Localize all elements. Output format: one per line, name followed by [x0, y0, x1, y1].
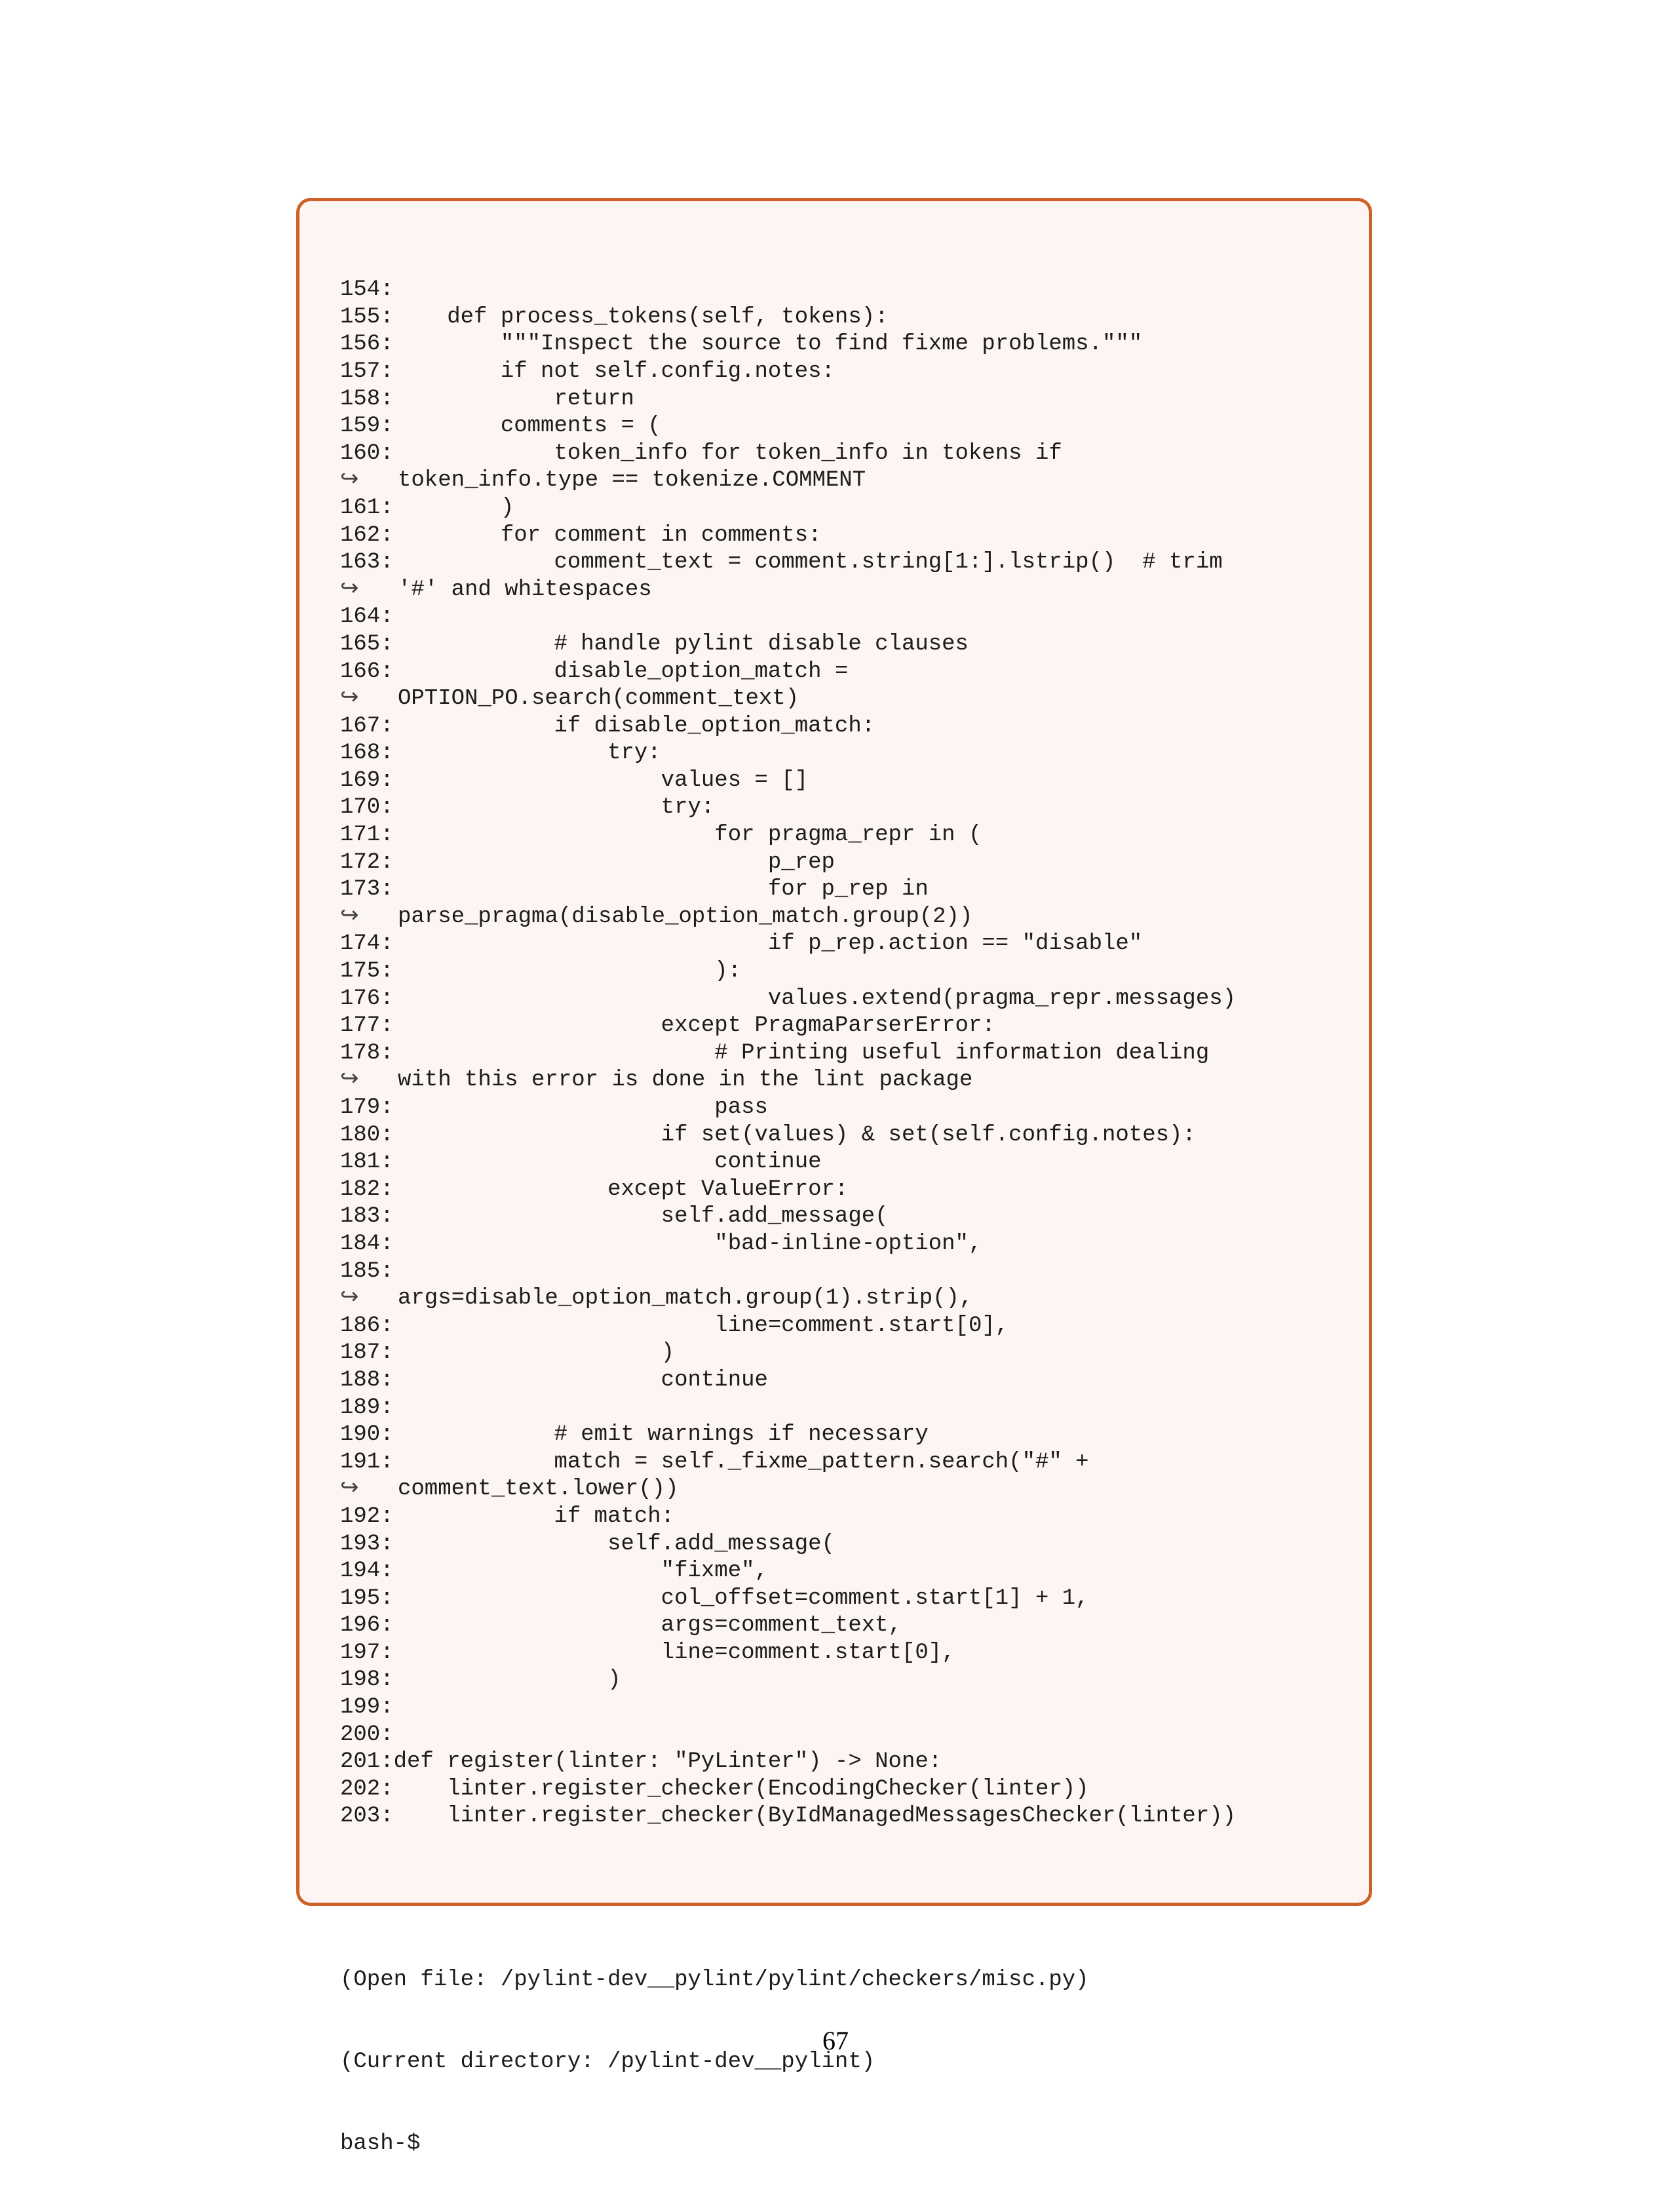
code-line: 176: values.extend(pragma_repr.messages) — [340, 986, 1237, 1011]
code-line: 166: disable_option_match = — [340, 659, 849, 684]
code-line: 202: linter.register_checker(EncodingChecker(linter)) — [340, 1776, 1089, 1802]
wrapped-code-line — [340, 1067, 1356, 1095]
line-wrap-arrow-icon: ↪ — [340, 468, 359, 494]
code-line: 171: for pragma_repr in ( — [340, 823, 982, 848]
terminal-output-panel — [296, 198, 1372, 2156]
code-line: 196: args=comment_text, — [340, 1613, 902, 1639]
code-line: 203: linter.register_checker(ByIdManagedMessagesChecker(linter)) — [340, 1804, 1237, 1829]
code-line: 156: """Inspect the source to find fixme problems.""" — [340, 332, 1143, 357]
code-line: 165: # handle pylint disable clauses — [340, 631, 969, 657]
code-line: 194: "fixme", — [340, 1559, 768, 1584]
wrapped-code-line — [340, 467, 1356, 495]
code-line: 179: pass — [340, 1095, 768, 1120]
terminal-text — [340, 222, 1356, 2212]
bash-prompt[interactable]: bash-$ — [340, 2131, 421, 2156]
code-line: 169: values = [] — [340, 767, 809, 793]
code-line: 199: — [340, 1695, 394, 1720]
code-line: 197: line=comment.start[0], — [340, 1640, 955, 1665]
wrapped-code-text: token_info.type == tokenize.COMMENT — [398, 468, 866, 494]
code-line: 198: ) — [340, 1667, 621, 1693]
wrapped-code-text: '#' and whitespaces — [398, 577, 652, 602]
code-line: 158: return — [340, 386, 634, 412]
code-line: 189: — [340, 1395, 394, 1420]
page-number: 67 — [822, 2026, 849, 2055]
line-wrap-arrow-icon: ↪ — [340, 1068, 359, 1093]
code-line: 187: ) — [340, 1340, 675, 1366]
code-line: 178: # Printing useful information dealing — [340, 1040, 1210, 1066]
code-line: 175: ): — [340, 959, 742, 984]
wrapped-code-line — [340, 904, 1356, 931]
blank-gap — [340, 1885, 1356, 1912]
wrapped-code-text: args=disable_option_match.group(1).strip(), — [398, 1286, 973, 1311]
code-line: 183: self.add_message( — [340, 1204, 889, 1230]
code-line: 188: continue — [340, 1367, 768, 1393]
code-line: 186: line=comment.start[0], — [340, 1313, 1009, 1338]
code-line: 160: token_info for token_info in tokens if — [340, 440, 1062, 466]
code-line: 201:def register(linter: "PyLinter") -> None: — [340, 1749, 942, 1775]
code-line: 182: except ValueError: — [340, 1176, 849, 1202]
code-line: 173: for p_rep in — [340, 877, 929, 902]
wrapped-code-text: OPTION_PO.search(comment_text) — [398, 686, 799, 712]
wrapped-code-line — [340, 686, 1356, 713]
code-line: 184: "bad-inline-option", — [340, 1231, 982, 1256]
wrapped-code-line — [340, 1285, 1356, 1313]
wrapped-code-line — [340, 577, 1356, 604]
code-line: 193: self.add_message( — [340, 1531, 835, 1557]
wrapped-code-text: with this error is done in the lint package — [398, 1068, 973, 1093]
code-line: 200: — [340, 1722, 394, 1747]
line-wrap-arrow-icon: ↪ — [340, 577, 359, 602]
code-line: 185: — [340, 1258, 394, 1284]
code-line: 181: continue — [340, 1150, 822, 1175]
line-wrap-arrow-icon: ↪ — [340, 1286, 359, 1311]
code-line: 157: if not self.config.notes: — [340, 359, 835, 384]
code-line: 155: def process_tokens(self, tokens): — [340, 304, 889, 330]
line-wrap-arrow-icon: ↪ — [340, 1477, 359, 1502]
code-line: 180: if set(values) & set(self.config.notes): — [340, 1122, 1196, 1148]
current-directory-status: (Current directory: /pylint-dev__pylint) — [340, 2049, 875, 2074]
code-line: 162: for comment in comments: — [340, 522, 822, 548]
code-line: 195: col_offset=comment.start[1] + 1, — [340, 1585, 1089, 1611]
code-line: 161: ) — [340, 495, 514, 520]
wrapped-code-line — [340, 1476, 1356, 1504]
code-line: 192: if match: — [340, 1504, 675, 1529]
code-listing — [340, 277, 1356, 1831]
code-line: 170: try: — [340, 795, 715, 821]
code-line: 163: comment_text = comment.string[1:].lstrip() # trim — [340, 550, 1223, 575]
code-line: 164: — [340, 604, 394, 630]
code-line: 172: p_rep — [340, 849, 835, 875]
code-line: 168: try: — [340, 741, 661, 766]
line-wrap-arrow-icon: ↪ — [340, 686, 359, 712]
code-line: 167: if disable_option_match: — [340, 713, 875, 739]
open-file-status: (Open file: /pylint-dev__pylint/pylint/checkers/misc.py) — [340, 1968, 1089, 1992]
line-wrap-arrow-icon: ↪ — [340, 904, 359, 929]
code-line: 190: # emit warnings if necessary — [340, 1422, 929, 1448]
code-line: 177: except PragmaParserError: — [340, 1013, 995, 1039]
code-line: 159: comments = ( — [340, 414, 661, 439]
code-line: 191: match = self._fixme_pattern.search("#" + — [340, 1449, 1089, 1475]
code-line: 174: if p_rep.action == "disable" — [340, 931, 1143, 957]
wrapped-code-text: parse_pragma(disable_option_match.group(2)) — [398, 904, 973, 929]
code-line: 154: — [340, 277, 394, 303]
wrapped-code-text: comment_text.lower()) — [398, 1477, 679, 1502]
